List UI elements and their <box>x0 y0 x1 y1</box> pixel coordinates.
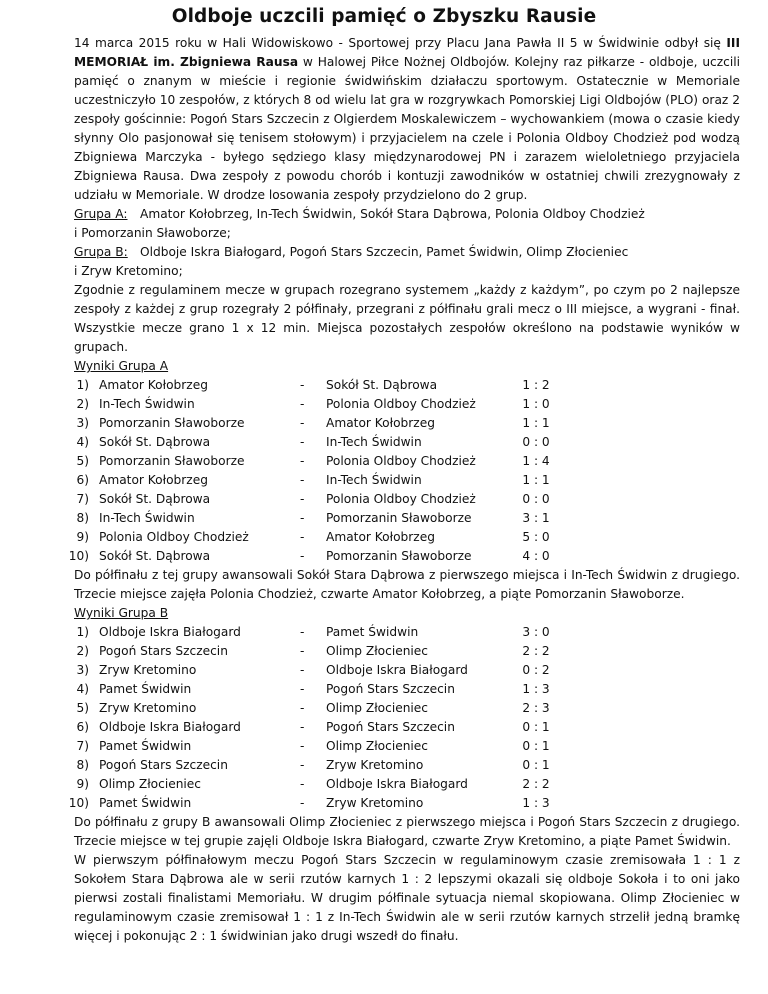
match-score: 3 : 1 <box>522 511 550 525</box>
match-number: 7) <box>76 739 89 753</box>
match-separator: - <box>300 682 305 696</box>
match-separator: - <box>300 416 305 430</box>
results-b-table <box>68 623 740 813</box>
match-number: 10) <box>68 796 89 810</box>
article-body <box>68 34 740 946</box>
home-team: Amator Kołobrzeg <box>99 473 208 487</box>
match-score: 0 : 1 <box>522 758 550 772</box>
match-separator: - <box>300 796 305 810</box>
intro-paragraph <box>74 34 740 205</box>
home-team: Oldboje Iskra Białogard <box>99 720 241 734</box>
home-team: Pomorzanin Sławoborze <box>99 416 245 430</box>
results-b-summary: Do półfinału z grupy B awansowali Olimp Złocieniec z pierwszego miejsca i Pogoń Stars Szczecin z drugiego. Trzecie miejsce w tej grupie zajęli Oldboje Iskra Białogard, czwarte Zryw Kretomino, a piąte Pamet Świdwin. <box>74 815 740 848</box>
group-a-teams-cont-text: i Pomorzanin Sławoborze; <box>74 226 231 240</box>
home-team: In-Tech Świdwin <box>99 511 195 525</box>
match-number: 7) <box>76 492 89 506</box>
match-row <box>74 623 740 642</box>
match-row <box>68 547 740 566</box>
match-number: 2) <box>76 644 89 658</box>
group-a-teams: Amator Kołobrzeg, In-Tech Świdwin, Sokół Stara Dąbrowa, Polonia Oldboy Chodzież <box>140 207 645 221</box>
match-number: 6) <box>76 473 89 487</box>
match-separator: - <box>300 701 305 715</box>
home-team: Olimp Złocieniec <box>99 777 202 791</box>
match-number: 8) <box>76 758 89 772</box>
rules-paragraph: Zgodnie z regulaminem mecze w grupach rozegrano systemem „każdy z każdym”, po czym po 2 najlepsze zespoły z każdej z grup rozegrały 2 półfinały, przegrani z półfinału grali mecz o III miejsce, a wygrani - finał. Wszystkie mecze grano 1 x 12 min. Miejsca pozostałych zespołów określono na podstawie wyników w grupach. <box>74 283 740 354</box>
match-row <box>74 433 740 452</box>
match-score: 0 : 1 <box>522 739 550 753</box>
article-title: Oldboje uczcili pamięć o Zbyszku Rausie <box>171 6 597 27</box>
match-score: 1 : 2 <box>522 378 550 392</box>
match-score: 3 : 0 <box>522 625 550 639</box>
match-row <box>74 490 740 509</box>
match-separator: - <box>300 625 305 639</box>
match-number: 5) <box>76 701 89 715</box>
results-a-table <box>68 376 740 566</box>
match-score: 2 : 2 <box>522 777 550 791</box>
semifinals-paragraph: W pierwszym półfinałowym meczu Pogoń Stars Szczecin w regulaminowym czasie zremisowała 1 : 1 z Sokołem Stara Dąbrowa ale w serii rzutów karnych 1 : 2 lepszymi okazali się oldboje Sokoła i to oni jako pierwsi zostali finalistami Memoriału. W drugim półfinale sytuacja niemal skopiowana. Olimp Złocieniec w regulaminowym czasie zremisował 1 : 1 z In-Tech Świdwin ale w serii rzutów karnych strzelił jedną bramkę więcej i pokonując 2 : 1 świdwinian jako drugi wszedł do finału. <box>74 853 740 943</box>
home-team: Sokół St. Dąbrowa <box>99 549 211 563</box>
away-team: Zryw Kretomino <box>326 796 424 810</box>
group-b-line <box>74 243 740 262</box>
home-team: Sokół St. Dąbrowa <box>99 435 211 449</box>
match-score: 1 : 1 <box>522 473 550 487</box>
match-score: 1 : 4 <box>522 454 550 468</box>
match-row <box>74 680 740 699</box>
match-row <box>74 414 740 433</box>
away-team: Pamet Świdwin <box>326 625 419 639</box>
match-score: 1 : 1 <box>522 416 550 430</box>
match-separator: - <box>300 663 305 677</box>
match-score: 2 : 2 <box>522 644 550 658</box>
match-number: 5) <box>76 454 89 468</box>
group-a-line <box>74 205 740 224</box>
away-team: Pomorzanin Sławoborze <box>326 511 472 525</box>
results-b-heading: Wyniki Grupa B <box>74 606 169 620</box>
match-separator: - <box>300 549 305 563</box>
match-separator: - <box>300 644 305 658</box>
group-b-teams-cont-text: i Zryw Kretomino; <box>74 264 183 278</box>
away-team: In-Tech Świdwin <box>326 473 422 487</box>
match-separator: - <box>300 473 305 487</box>
away-team: Olimp Złocieniec <box>326 701 429 715</box>
away-team: Olimp Złocieniec <box>326 739 429 753</box>
match-separator: - <box>300 397 305 411</box>
match-separator: - <box>300 739 305 753</box>
home-team: Pamet Świdwin <box>99 796 192 810</box>
memorial-name: III MEMORIAŁ im. Zbigniewa Rausa <box>74 36 740 69</box>
home-team: Pamet Świdwin <box>99 682 192 696</box>
home-team: Pogoń Stars Szczecin <box>99 644 228 658</box>
group-a-teams-cont <box>74 224 740 243</box>
home-team: Sokół St. Dąbrowa <box>99 492 211 506</box>
match-row <box>74 737 740 756</box>
match-number: 3) <box>76 416 89 430</box>
match-number: 1) <box>76 625 89 639</box>
home-team: In-Tech Świdwin <box>99 397 195 411</box>
away-team: Amator Kołobrzeg <box>326 416 435 430</box>
match-row <box>74 395 740 414</box>
match-score: 1 : 3 <box>522 682 550 696</box>
match-number: 9) <box>76 530 89 544</box>
match-row <box>74 661 740 680</box>
home-team: Polonia Oldboy Chodzież <box>99 530 249 544</box>
away-team: Pomorzanin Sławoborze <box>326 549 472 563</box>
match-row <box>74 642 740 661</box>
match-separator: - <box>300 758 305 772</box>
match-number: 10) <box>68 549 89 563</box>
match-number: 1) <box>76 378 89 392</box>
match-score: 4 : 0 <box>522 549 550 563</box>
match-separator: - <box>300 511 305 525</box>
away-team: In-Tech Świdwin <box>326 435 422 449</box>
home-team: Pamet Świdwin <box>99 739 192 753</box>
match-row <box>74 509 740 528</box>
match-row <box>74 718 740 737</box>
match-number: 8) <box>76 511 89 525</box>
home-team: Pogoń Stars Szczecin <box>99 758 228 772</box>
match-score: 1 : 0 <box>522 397 550 411</box>
away-team: Polonia Oldboy Chodzież <box>326 454 476 468</box>
results-a-summary: Do półfinału z tej grupy awansowali Sokół Stara Dąbrowa z pierwszego miejsca i In-Tech Świdwin z drugiego. Trzecie miejsce zajęła Polonia Chodzież, czwarte Amator Kołobrzeg, a piąte Pomorzanin Sławoborze. <box>74 568 740 601</box>
match-separator: - <box>300 720 305 734</box>
match-number: 4) <box>76 682 89 696</box>
match-number: 9) <box>76 777 89 791</box>
match-number: 4) <box>76 435 89 449</box>
match-row <box>74 471 740 490</box>
match-row <box>74 376 740 395</box>
group-a-label: Grupa A: <box>74 207 128 221</box>
match-separator: - <box>300 378 305 392</box>
match-score: 2 : 3 <box>522 701 550 715</box>
away-team: Zryw Kretomino <box>326 758 424 772</box>
group-b-label: Grupa B: <box>74 245 128 259</box>
match-separator: - <box>300 435 305 449</box>
home-team: Pomorzanin Sławoborze <box>99 454 245 468</box>
home-team: Oldboje Iskra Białogard <box>99 625 241 639</box>
match-score: 0 : 0 <box>522 435 550 449</box>
intro-text-rest: w Halowej Piłce Nożnej Oldbojów. Kolejny raz piłkarze - oldboje, uczcili pamięć o znanym w mieście i regionie świdwińskim działaczu sportowym. Ostatecznie w Memoriale uczestniczyło 10 zespołów, z których 8 od wielu lat gra w rozgrywkach Pomorskiej Ligi Oldbojów (PLO) oraz 2 zespoły gościnnie: Pogoń Stars Szczecin z Olgierdem Moskalewiczem – wychowankiem (mowa o czasie kiedy słynny Olo pasjonował się tenisem stołowym) i przyjacielem na czele i Polonia Oldboy Chodzież pod wodzą Zbigniewa Marczyka - byłego sędziego klasy międzynarodowej PN i zarazem wieloletniego przyjaciela Zbigniewa Rausa. Dwa zespoły z powodu chorób i kontuzji zawodników w ostatniej chwili zrezygnowały z udziału w Memoriale. W drodze losowania zespoły przydzielono do 2 grup. <box>74 55 740 202</box>
match-score: 5 : 0 <box>522 530 550 544</box>
match-row <box>74 775 740 794</box>
match-number: 3) <box>76 663 89 677</box>
home-team: Amator Kołobrzeg <box>99 378 208 392</box>
match-score: 0 : 0 <box>522 492 550 506</box>
match-number: 6) <box>76 720 89 734</box>
intro-text-start: 14 marca 2015 roku w Hali Widowiskowo - Sportowej przy Placu Jana Pawła II 5 w Świdwinie odbył się <box>74 36 727 50</box>
match-separator: - <box>300 454 305 468</box>
group-b-teams-cont <box>74 262 740 281</box>
match-number: 2) <box>76 397 89 411</box>
match-row <box>74 452 740 471</box>
away-team: Amator Kołobrzeg <box>326 530 435 544</box>
home-team: Zryw Kretomino <box>99 701 197 715</box>
match-row <box>74 756 740 775</box>
results-a-heading: Wyniki Grupa A <box>74 359 169 373</box>
match-separator: - <box>300 777 305 791</box>
away-team: Polonia Oldboy Chodzież <box>326 492 476 506</box>
away-team: Pogoń Stars Szczecin <box>326 682 455 696</box>
away-team: Oldboje Iskra Białogard <box>326 663 468 677</box>
match-score: 0 : 2 <box>522 663 550 677</box>
match-score: 1 : 3 <box>522 796 550 810</box>
away-team: Pogoń Stars Szczecin <box>326 720 455 734</box>
away-team: Oldboje Iskra Białogard <box>326 777 468 791</box>
match-row <box>68 794 740 813</box>
away-team: Sokół St. Dąbrowa <box>326 378 438 392</box>
match-separator: - <box>300 492 305 506</box>
away-team: Polonia Oldboy Chodzież <box>326 397 476 411</box>
group-b-teams: Oldboje Iskra Białogard, Pogoń Stars Szczecin, Pamet Świdwin, Olimp Złocieniec <box>140 245 629 259</box>
away-team: Olimp Złocieniec <box>326 644 429 658</box>
match-separator: - <box>300 530 305 544</box>
match-row <box>74 699 740 718</box>
match-row <box>74 528 740 547</box>
match-score: 0 : 1 <box>522 720 550 734</box>
home-team: Zryw Kretomino <box>99 663 197 677</box>
